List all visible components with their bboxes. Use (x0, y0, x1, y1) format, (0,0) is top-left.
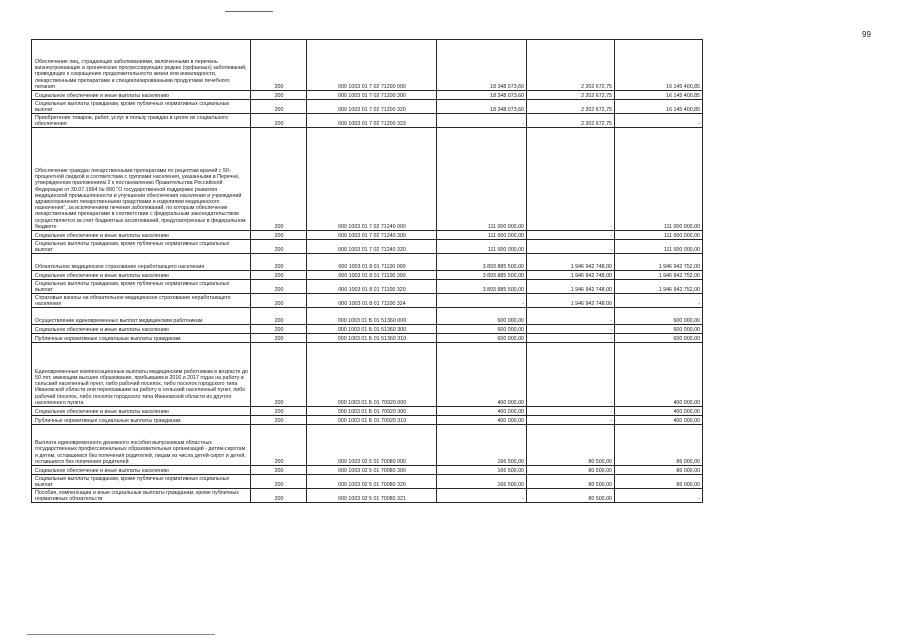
table-row (32, 308, 703, 325)
row-name: Социальное обеспечение и иные выплаты населению (32, 91, 251, 100)
row-approved: 400 000,00 (437, 416, 527, 425)
row-executed: - (527, 240, 615, 254)
row-budget-code: 000 1003 01 7 02 71200 300 (307, 91, 437, 100)
row-remainder: 600 000,00 (615, 308, 703, 325)
row-executed: 80 500,00 (527, 425, 615, 466)
row-admin-code: 200 (251, 466, 307, 475)
row-approved: 3 893 885 500,00 (437, 254, 527, 271)
row-executed: 1 946 942 748,00 (527, 271, 615, 280)
row-approved: 166 500,00 (437, 466, 527, 475)
row-admin-code: 200 (251, 271, 307, 280)
row-admin-code: 200 (251, 254, 307, 271)
table-row (32, 325, 703, 334)
row-budget-code: 000 1003 01 7 02 71200 000 (307, 40, 437, 91)
row-name: Социальное обеспечение и иные выплаты населению (32, 271, 251, 280)
row-admin-code: 200 (251, 325, 307, 334)
row-remainder: 600 000,00 (615, 325, 703, 334)
row-admin-code: 200 (251, 425, 307, 466)
row-approved: 18 348 073,60 (437, 91, 527, 100)
row-budget-code: 000 1003 02 5 01 70080 000 (307, 425, 437, 466)
row-name: Социальные выплаты гражданам, кроме публичных нормативных социальных выплат (32, 280, 251, 294)
row-admin-code: 200 (251, 128, 307, 231)
row-name: Социальные выплаты гражданам, кроме публичных нормативных социальных выплат (32, 100, 251, 114)
row-name: Страховые взносы на обязательное медицинское страхование неработающего населения (32, 294, 251, 308)
row-approved: - (437, 294, 527, 308)
table-row (32, 343, 703, 407)
row-name: Социальное обеспечение и иные выплаты населению (32, 466, 251, 475)
row-approved: 166 500,00 (437, 425, 527, 466)
row-budget-code: 000 1003 01 7 02 71200 320 (307, 100, 437, 114)
row-name: Приобретение товаров, работ, услуг в пользу граждан в целях их социального обеспечения (32, 114, 251, 128)
row-approved: 600 000,00 (437, 334, 527, 343)
row-approved: 111 000 000,00 (437, 240, 527, 254)
table-row (32, 231, 703, 240)
row-name: Социальные выплаты гражданам, кроме публичных нормативных социальных выплат (32, 475, 251, 489)
footer-rule (27, 634, 215, 635)
table-row (32, 128, 703, 231)
table-row (32, 294, 703, 308)
row-executed: 2 202 672,75 (527, 100, 615, 114)
row-remainder: 400 000,00 (615, 407, 703, 416)
row-admin-code: 200 (251, 475, 307, 489)
row-budget-code: 000 1003 01 8 01 71100 324 (307, 294, 437, 308)
row-admin-code: 200 (251, 280, 307, 294)
table-row (32, 407, 703, 416)
table-row (32, 425, 703, 466)
header-rule (225, 11, 273, 12)
row-remainder: 16 145 400,85 (615, 100, 703, 114)
row-approved: 400 000,00 (437, 407, 527, 416)
table-row (32, 240, 703, 254)
row-executed: 2 202 672,75 (527, 91, 615, 100)
row-admin-code: 200 (251, 407, 307, 416)
row-executed: 80 500,00 (527, 475, 615, 489)
row-executed: 80 500,00 (527, 489, 615, 503)
row-executed: 1 946 942 748,00 (527, 280, 615, 294)
row-budget-code: 000 1003 01 Б 01 70920 000 (307, 343, 437, 407)
row-admin-code: 200 (251, 334, 307, 343)
row-executed: - (527, 308, 615, 325)
row-name: Обеспечение граждан лекарственными препаратами по рецептам врачей с 50-процентной скидкой в соответствии с группами населения, указанными в Перечне, утвержденном приложением 2 к постановлению Правительства Российской Федерации от 30.07.1994 № 890 "О государственной поддержке развития медицинской промышленности и улучшении обеспечения населения и учреждений здравоохранения лекарственными средствами и изделиями медицинского назначения", за исключением лечения заболеваний, по которым обеспечение лекарственными препаратами в соответствии с федеральным законодательством осуществляется за счет бюджетных ассигнований, предусмотренных в федеральном бюджете (32, 128, 251, 231)
row-remainder: 1 946 942 752,00 (615, 280, 703, 294)
row-approved: 600 000,00 (437, 325, 527, 334)
row-admin-code: 200 (251, 416, 307, 425)
row-admin-code: 200 (251, 231, 307, 240)
row-approved: 166 500,00 (437, 475, 527, 489)
row-remainder: 1 946 942 752,00 (615, 271, 703, 280)
row-budget-code: 000 1003 02 5 01 70080 321 (307, 489, 437, 503)
row-remainder: 111 000 000,00 (615, 240, 703, 254)
row-budget-code: 000 1003 01 7 02 71240 300 (307, 231, 437, 240)
row-name: Социальные выплаты гражданам, кроме публичных нормативных социальных выплат (32, 240, 251, 254)
row-budget-code: 000 1003 01 7 02 71240 000 (307, 128, 437, 231)
row-executed: 80 500,00 (527, 466, 615, 475)
row-admin-code: 200 (251, 100, 307, 114)
row-name: Публичные нормативные социальные выплаты гражданам (32, 416, 251, 425)
row-approved: - (437, 114, 527, 128)
row-approved: 400 000,00 (437, 343, 527, 407)
row-budget-code: 000 1003 01 7 02 71200 323 (307, 114, 437, 128)
row-name: Единовременные компенсационные выплаты медицинским работникам в возрасте до 50 лет, имеющим высшее образование, прибывшим в 2016 и 2017 годах на работу в сельский населенный пункт, либо рабочий поселок, либо поселок городского типа Ивановской области или переехавшим на работу в сельский населенный пункт, либо рабочий поселок, либо поселок городского типа Ивановской области из другого населенного пункта (32, 343, 251, 407)
row-admin-code: 200 (251, 40, 307, 91)
row-approved: 111 000 000,00 (437, 231, 527, 240)
table-row (32, 416, 703, 425)
row-approved: - (437, 489, 527, 503)
row-budget-code: 000 1003 02 5 01 70080 320 (307, 475, 437, 489)
row-budget-code: 000 1003 01 Б 01 51360 310 (307, 334, 437, 343)
row-name: Пособия, компенсации и иные социальные выплаты гражданам, кроме публичных нормативных обязательств (32, 489, 251, 503)
row-remainder: 111 000 000,00 (615, 128, 703, 231)
row-budget-code: 000 1003 01 Б 01 51360 000 (307, 308, 437, 325)
row-remainder: 16 145 400,85 (615, 91, 703, 100)
row-remainder: 16 145 400,85 (615, 40, 703, 91)
row-executed: - (527, 407, 615, 416)
row-name: Осуществление единовременных выплат медицинским работникам (32, 308, 251, 325)
row-name: Выплата единовременного денежного пособия выпускникам областных государственных профессиональных образовательных организаций - детям-сиротам и детям, оставшимся без попечения родителей, лицам из числа детей-сирот и детей, оставшихся без попечения родителей (32, 425, 251, 466)
row-name: Публичные нормативные социальные выплаты гражданам (32, 334, 251, 343)
table-row (32, 334, 703, 343)
row-executed: - (527, 416, 615, 425)
row-budget-code: 000 1003 01 Б 01 70920 300 (307, 407, 437, 416)
row-approved: 18 348 073,60 (437, 40, 527, 91)
row-name: Социальное обеспечение и иные выплаты населению (32, 325, 251, 334)
row-budget-code: 000 1003 01 8 01 71100 300 (307, 271, 437, 280)
row-remainder: - (615, 114, 703, 128)
row-approved: 600 000,00 (437, 308, 527, 325)
row-executed: - (527, 325, 615, 334)
row-remainder: 600 000,00 (615, 334, 703, 343)
row-executed: - (527, 334, 615, 343)
table-row (32, 114, 703, 128)
row-executed: - (527, 128, 615, 231)
table-row (32, 254, 703, 271)
row-approved: 3 893 885 500,00 (437, 271, 527, 280)
table-row (32, 271, 703, 280)
row-budget-code: 000 1003 01 Б 01 70920 310 (307, 416, 437, 425)
row-name: Социальное обеспечение и иные выплаты населению (32, 407, 251, 416)
row-executed: 1 946 942 748,00 (527, 294, 615, 308)
row-remainder: 111 000 000,00 (615, 231, 703, 240)
row-admin-code: 200 (251, 114, 307, 128)
row-remainder: 1 946 942 752,00 (615, 254, 703, 271)
row-budget-code: 000 1003 01 8 01 71100 320 (307, 280, 437, 294)
row-name: Обязательное медицинское страхование неработающего населения (32, 254, 251, 271)
row-remainder: 86 000,00 (615, 475, 703, 489)
table-row (32, 100, 703, 114)
row-remainder: 400 000,00 (615, 343, 703, 407)
table-row (32, 40, 703, 91)
row-remainder: - (615, 489, 703, 503)
table-row (32, 475, 703, 489)
row-budget-code: 000 1003 02 5 01 70080 300 (307, 466, 437, 475)
page-number: 99 (862, 30, 871, 39)
row-admin-code: 200 (251, 489, 307, 503)
row-executed: 2 202 672,75 (527, 40, 615, 91)
row-admin-code: 200 (251, 294, 307, 308)
row-admin-code: 200 (251, 343, 307, 407)
row-executed: 2 202 672,75 (527, 114, 615, 128)
row-remainder: - (615, 294, 703, 308)
row-remainder: 400 000,00 (615, 416, 703, 425)
row-remainder: 86 000,00 (615, 425, 703, 466)
row-budget-code: 000 1003 01 Б 01 51360 300 (307, 325, 437, 334)
row-approved: 18 348 073,60 (437, 100, 527, 114)
budget-table (31, 39, 703, 503)
row-name: Социальное обеспечение и иные выплаты населению (32, 231, 251, 240)
row-budget-code: 000 1003 01 8 01 71100 000 (307, 254, 437, 271)
table-row (32, 489, 703, 503)
row-executed: - (527, 231, 615, 240)
table-row (32, 280, 703, 294)
row-name: Обеспечение лиц, страдающих заболеваниями, включенными в перечень жизнеугрожающих и хронических прогрессирующих редких (орфанных) заболеваний, приводящих к сокращению продолжительности жизни или инвалидности, лекарственными препаратами и специализированными продуктами лечебного питания (32, 40, 251, 91)
row-executed: 1 946 942 748,00 (527, 254, 615, 271)
row-executed: - (527, 343, 615, 407)
row-admin-code: 200 (251, 240, 307, 254)
table-row (32, 466, 703, 475)
row-admin-code: 200 (251, 91, 307, 100)
row-budget-code: 000 1003 01 7 02 71240 320 (307, 240, 437, 254)
table-row (32, 91, 703, 100)
row-remainder: 86 000,00 (615, 466, 703, 475)
row-approved: 3 893 885 500,00 (437, 280, 527, 294)
row-admin-code: 200 (251, 308, 307, 325)
row-approved: 111 000 000,00 (437, 128, 527, 231)
